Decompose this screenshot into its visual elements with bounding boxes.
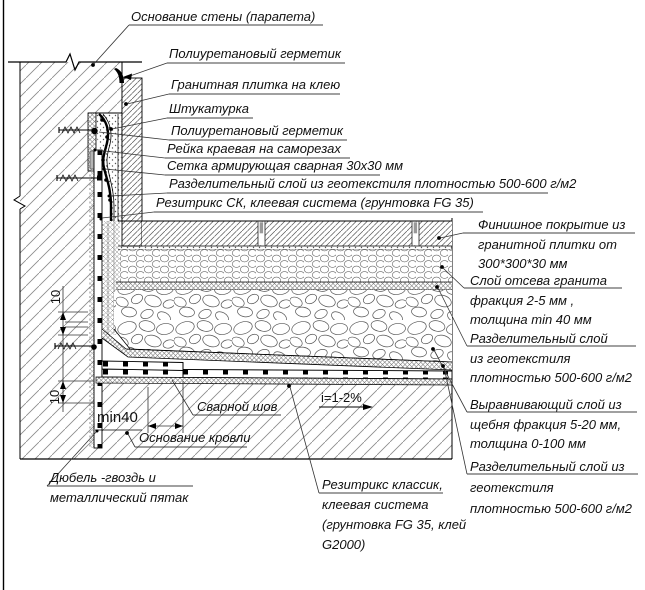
label-geotextile-right-1	[470, 329, 632, 388]
dimension-10-lower-text: 10	[47, 389, 62, 405]
dimension-slope-text: i=1-2%	[321, 390, 362, 405]
label-plaster: Штукатурка	[169, 101, 250, 116]
dimension-10-upper-text: 10	[48, 289, 63, 305]
wall-geotextile-strip	[89, 171, 94, 448]
label-line: Выравнивающий слой из	[470, 397, 622, 412]
label-line: металлический пятак	[50, 489, 189, 505]
label-welded-seam: Сварной шов	[197, 399, 278, 414]
label-finish-coating	[478, 215, 625, 274]
label-line: гранитной плитки от	[478, 236, 617, 252]
tile-joint	[258, 222, 265, 246]
label-granite-screenings	[470, 271, 607, 330]
label-line: толщина 0-100 мм	[470, 436, 586, 451]
label-line: Резитрикс классик,	[322, 477, 443, 492]
label-dowel-nail	[50, 468, 188, 507]
label-line: фракция 2-5 мм ,	[470, 292, 575, 308]
label-edge-rail: Рейка краевая на саморезах	[167, 141, 341, 156]
sealant-blob-mid	[91, 128, 97, 134]
geotextile-upper-band	[116, 282, 452, 290]
label-granite-tile-glued: Гранитная плитка на клею	[171, 77, 341, 92]
label-line: плотностью 500-600 г/м2	[470, 370, 632, 385]
label-roof-base: Основание кровли	[139, 430, 251, 445]
label-line: G2000)	[322, 537, 366, 552]
label-geotextile-left: Разделительный слой из геотекстиля плотностью 500-600 г/м2	[169, 176, 577, 191]
label-line: 300*300*30 мм	[478, 256, 568, 271]
label-line: Слой отсева гранита	[470, 273, 607, 288]
label-line: клеевая система	[322, 497, 429, 512]
label-wall-base: Основание стены (парапета)	[131, 9, 316, 24]
label-line: плотностью 500-600 г/м2	[470, 501, 632, 516]
label-pu-sealant-2: Полиуретановый герметик	[171, 123, 344, 138]
label-line: Разделительный слой из	[470, 459, 625, 474]
dimension-min40-text: min40	[97, 409, 138, 426]
finish-tile-layer	[142, 221, 452, 246]
label-rezitriks-klassik	[322, 475, 466, 555]
label-line: геотекстиля	[470, 480, 554, 495]
label-geotextile-right-2	[470, 456, 632, 519]
tile-joint	[412, 222, 419, 246]
label-line: из геотекстиля	[470, 350, 571, 366]
label-line: Дюбель -гвоздь и	[50, 470, 156, 485]
label-pu-sealant-1: Полиуретановый герметик	[169, 46, 342, 61]
roof-layers	[114, 221, 452, 362]
label-line: (грунтовка FG 35, клей	[322, 517, 467, 532]
label-welded-mesh: Сетка армирующая сварная 30х30 мм	[167, 158, 404, 173]
label-line: щебня фракция 5-20 мм,	[470, 416, 622, 432]
label-leveling-layer	[470, 395, 622, 454]
tile-adhesive-layer	[118, 246, 452, 250]
membrane-upstand	[94, 150, 102, 448]
membrane-rezitriks-sk	[102, 361, 183, 371]
label-rezitriks-sk: Резитрикс СК, клеевая система (грунтовка FG 35)	[156, 195, 474, 210]
label-line: толщина min 40 мм	[470, 312, 592, 327]
label-line: Разделительный слой	[470, 331, 608, 346]
label-line: Финишное покрытие из	[478, 217, 626, 232]
granite-screenings-layer	[120, 250, 452, 283]
